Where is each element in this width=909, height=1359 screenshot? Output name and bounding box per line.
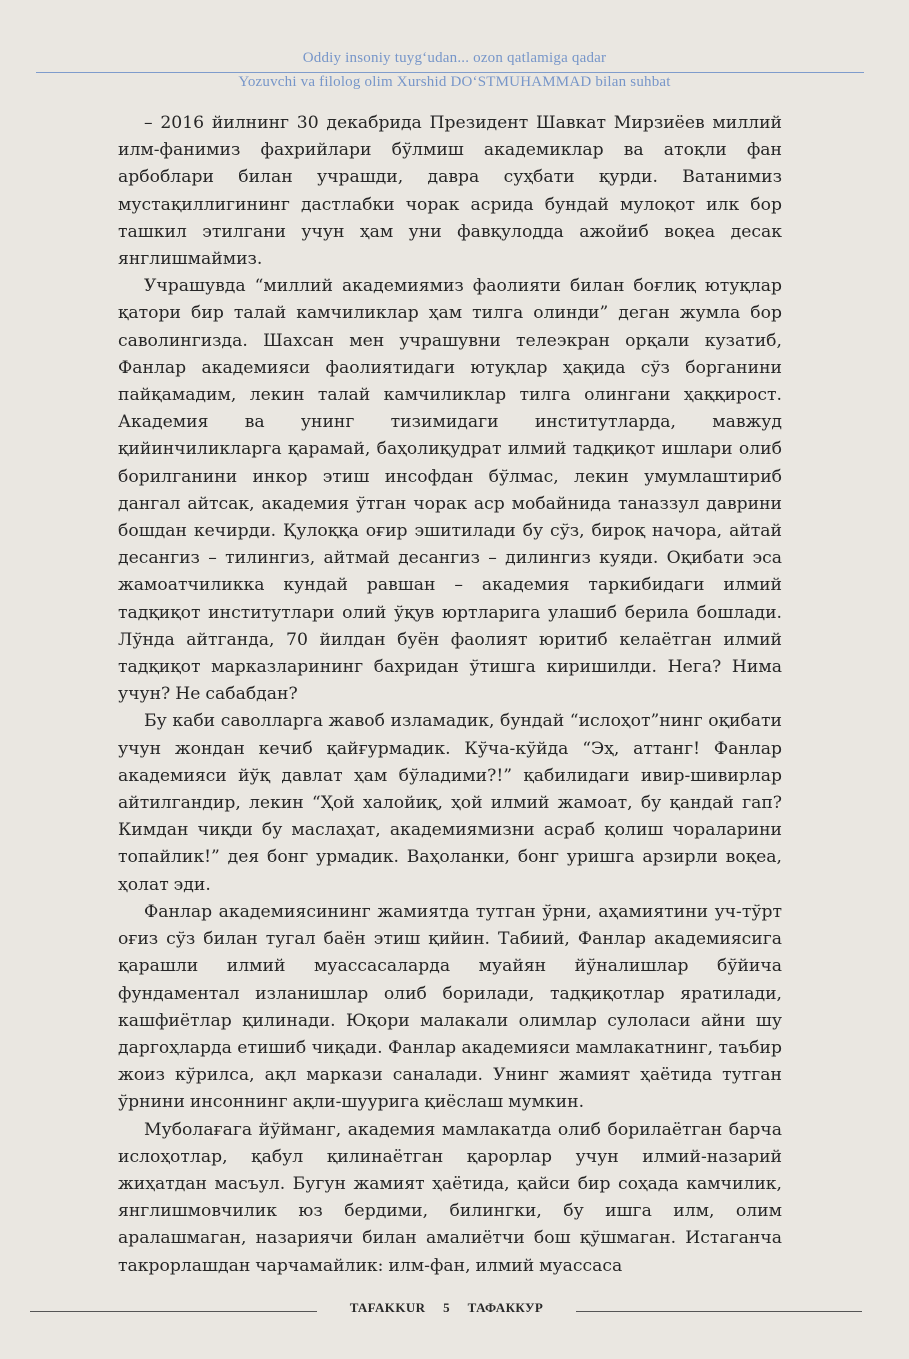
header-subtitle: Yozuvchi va filolog olim Xurshid DO‘STMUHAMMAD bilan suhbat	[238, 74, 671, 90]
article-body	[118, 110, 782, 1280]
footer-journal-latin: TAFAKKUR	[349, 1300, 426, 1315]
paragraph: Бу каби саволларга жавоб изламадик, бундай “ислоҳот”нинг оқибати учун жондан кечиб қайғурмадик. Кўча-кўйда “Эҳ, аттанг! Фанлар академияси йўқ давлат ҳам бўладими?!” қабилидаги ивир-шивирлар айтилгандир, лекин “Ҳой халойиқ, ҳой илмий жамоат, бу қандай гап? Кимдан чиқди бу маслаҳат, академиямизни асраб қолиш чораларини топайлик!” дея бонг урмадик. Ваҳоланки, бонг уришга арзирли воқеа, ҳолат эди.	[118, 711, 782, 895]
paragraph: Муболағага йўйманг, академия мамлакатда олиб борилаётган барча ислоҳотлар, қабул қилинаётган қарорлар учун илмий-назарий жиҳатдан масъул. Бугун жамият ҳаётида, қайси бир соҳада камчилик, янглишмовчилик юз бердими, билингки, бу ишга илм, олим аралашмаган, назариячи билан амалиётчи бош қўшмаган. Истаганча такрорлашдан чарчамайлик: илм-фан, илмий муассаса	[118, 1119, 782, 1276]
paragraph: – 2016 йилнинг 30 декабрида Президент Шавкат Мирзиёев миллий илм-фанимиз фахрийлари бўлмиш академиклар ва атоқли фан арбоблари билан учрашди, давра суҳбати қурди. Ватанимиз мустақиллигининг дастлабки чорак асрида бундай мулоқот илк бор ташкил этилгани учун ҳам уни фавқулодда ажойиб воқеа десак янглишмаймиз.	[118, 113, 782, 270]
paragraph: Фанлар академиясининг жамиятда тутган ўрни, аҳамиятини уч-тўрт оғиз сўз билан тугал баён этиш қийин. Табиий, Фанлар академиясига қарашли илмий муассасаларда муайян йўналишлар бўйича фундаментал изланишлар олиб борилади, тадқиқотлар яратилади, кашфиётлар қилинади. Юқори малакали олимлар сулоласи айни шу даргоҳларда етишиб чиқади. Фанлар академияси мамлакатнинг, таъбир жоиз кўрилса, ақл маркази саналади. Унинг жамият ҳаётида тутган ўрнини инсоннинг ақли-шуурига қиёслаш мумкин.	[118, 901, 782, 1113]
footer-divider-left	[30, 1311, 317, 1312]
header-title: Oddiy insoniy tuyg‘udan... ozon qatlamiga qadar	[302, 50, 607, 66]
footer-journal-cyrillic: ТАФАККУР	[467, 1300, 544, 1315]
footer-label	[317, 1300, 576, 1316]
page-footer	[0, 1300, 909, 1320]
page-number: 5	[443, 1300, 450, 1315]
footer-divider-right	[576, 1311, 862, 1312]
header-divider	[36, 72, 864, 73]
paragraph: Учрашувда “миллий академиямиз фаолияти билан боғлиқ ютуқлар қатори бир талай камчиликлар ҳам тилга олинди” деган жумла бор саволингизда. Шахсан мен учрашувни телеэкран орқали кузатиб, Фанлар академияси фаолиятидаги ютуқлар ҳақида сўз борганини пайқамадим, лекин талай камчиликлар тилга олингани ҳаққирост. Академия ва унинг тизимидаги институтларда, мавжуд қийинчиликларга қарамай, баҳолиқудрат илмий тадқиқот ишлари олиб борилганини инкор этиш инсофдан бўлмас, лекин умумлаштириб дангал айтсак, академия ўтган чорак аср мобайнида таназзул даврини бошдан кечирди. Қулоққа оғир эшитилади бу сўз, бироқ начора, айтай десангиз – тилингиз, айтмай десангиз – дилингиз куяди. Оқибати эса жамоатчиликка кундай равшан – академия таркибидаги илмий тадқиқот институтлари олий ўқув юртларига улашиб берила бошлади. Лўнда айтганда, 70 йилдан буён фаолият юритиб келаётган илмий тадқиқот марказларининг бахридан ўтишга киришилди. Нега? Нима учун? Не сабабдан?	[118, 276, 782, 705]
